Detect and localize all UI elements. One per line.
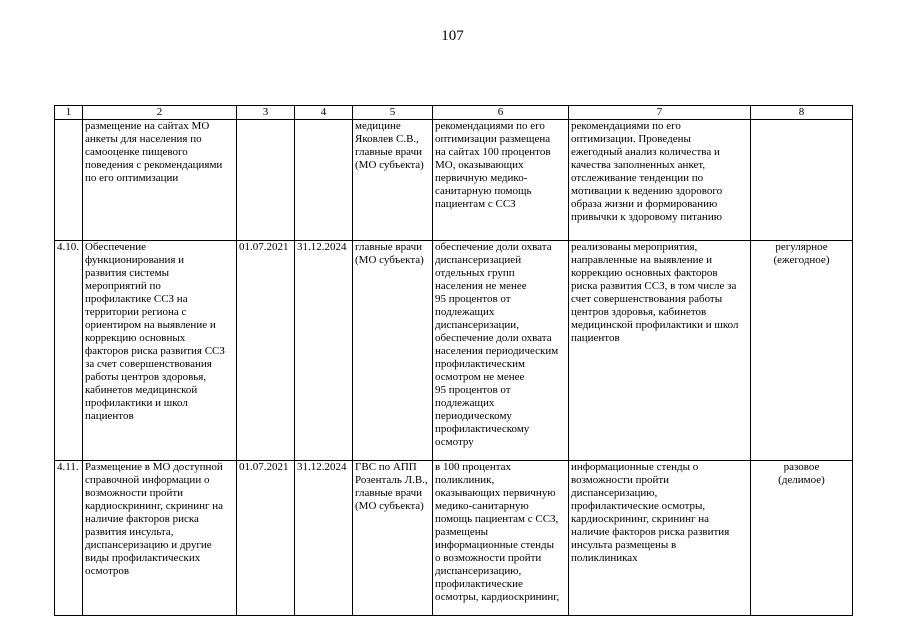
end-date-cell: 31.12.2024 xyxy=(295,461,353,616)
column-header: 3 xyxy=(237,106,295,120)
end-date-cell xyxy=(295,120,353,241)
column-header: 7 xyxy=(569,106,751,120)
column-header: 4 xyxy=(295,106,353,120)
row-number-cell: 4.10. xyxy=(55,241,83,461)
table-row xyxy=(55,120,853,241)
responsible-cell: ГВС по АПП Розенталь Л.В., главные врачи (МО субъекта) xyxy=(353,461,433,616)
event-cell: размещение на сайтах МО анкеты для населения по самооценке пищевого поведения с рекомендациями по его оптимизации xyxy=(83,120,237,241)
column-header: 2 xyxy=(83,106,237,120)
result-cell: информационные стенды о возможности пройти диспансеризацию, профилактические осмотры, кардиоскрининг, скрининг на наличие факторов риска развития инсульта размещены в поликлиниках xyxy=(569,461,751,616)
end-date-cell: 31.12.2024 xyxy=(295,241,353,461)
plan-table xyxy=(54,105,853,616)
result-cell: реализованы мероприятия, направленные на выявление и коррекцию основных факторов риска развития ССЗ, в том числе за счет совершенствования работы центров здоровья, кабинетов медицинской профилактики и школ пациентов xyxy=(569,241,751,461)
indicator-cell: в 100 процентах поликлиник, оказывающих первичную медико-санитарную помощь пациентам с ССЗ, размещены информационные стенды о возможности пройти диспансеризацию, профилактические осмотры, кардиоскрининг, xyxy=(433,461,569,616)
periodicity-cell: регулярное (ежегодное) xyxy=(751,241,853,461)
start-date-cell: 01.07.2021 xyxy=(237,461,295,616)
row-number-cell xyxy=(55,120,83,241)
event-cell: Размещение в МО доступной справочной информации о возможности пройти кардиоскрининг, скрининг на наличие факторов риска развития инсульта, диспансеризацию и другие виды профилактических осмотров xyxy=(83,461,237,616)
page-number: 107 xyxy=(441,28,464,44)
indicator-cell: обеспечение доли охвата диспансеризацией отдельных групп населения не менее 95 процентов от подлежащих диспансеризации, обеспечение доли охвата населения периодическим профилактическим осмотром не менее 95 процентов от подлежащих периодическому профилактическому осмотру xyxy=(433,241,569,461)
responsible-cell: медицине Яковлев С.В., главные врачи (МО субъекта) xyxy=(353,120,433,241)
column-header: 6 xyxy=(433,106,569,120)
periodicity-cell xyxy=(751,120,853,241)
column-header: 5 xyxy=(353,106,433,120)
start-date-cell xyxy=(237,120,295,241)
indicator-cell: рекомендациями по его оптимизации размещена на сайтах 100 процентов МО, оказывающих первичную медико- санитарную помощь пациентам с ССЗ xyxy=(433,120,569,241)
result-cell: рекомендациями по его оптимизации. Проведены ежегодный анализ количества и качества заполненных анкет, отслеживание тенденции по мотивации к ведению здорового образа жизни и формированию привычки к здоровому питанию xyxy=(569,120,751,241)
table-row xyxy=(55,241,853,461)
column-number-row xyxy=(55,106,853,120)
periodicity-cell: разовое (делимое) xyxy=(751,461,853,616)
column-header: 1 xyxy=(55,106,83,120)
start-date-cell: 01.07.2021 xyxy=(237,241,295,461)
row-number-cell: 4.11. xyxy=(55,461,83,616)
table-row xyxy=(55,461,853,616)
column-header: 8 xyxy=(751,106,853,120)
event-cell: Обеспечение функционирования и развития системы мероприятий по профилактике ССЗ на территории региона с ориентиром на выявление и коррекцию основных факторов риска развития ССЗ за счет совершенствования работы центров здоровья, кабинетов медицинской профилактики и школ пациентов xyxy=(83,241,237,461)
responsible-cell: главные врачи (МО субъекта) xyxy=(353,241,433,461)
